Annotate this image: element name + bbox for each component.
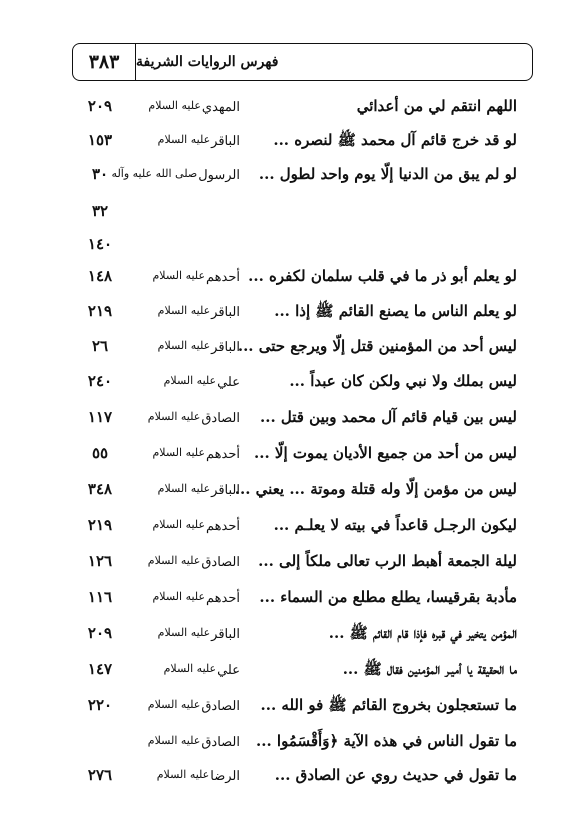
narration-text: ما تقول الناس في هذه الآية ﴿وَأَقْسَمُوا ...: [256, 732, 517, 750]
honorific-seal: عليه السلام: [156, 768, 210, 781]
narrator-name: [147, 692, 240, 720]
index-entry: [0, 127, 575, 153]
page-reference: ١٢٦: [87, 552, 113, 570]
narrator-name: [150, 656, 240, 684]
narration-text: لو يعلم الناس ما يصنع القائم ﷺ إذا ...: [274, 302, 517, 320]
page-reference: ٢٠٩: [87, 97, 113, 115]
narrator-name: [150, 127, 240, 155]
narrator-name: [150, 620, 240, 648]
narration-text: ليس من مؤمن إلّا وله قتلة وموتة ... يعني ...: [234, 480, 517, 498]
honorific-seal: عليه السلام: [157, 304, 211, 317]
index-entry: [0, 692, 575, 718]
narration-text: ليس بين قيام قائم آل محمد وبين قتل ...: [260, 408, 517, 426]
page-reference: ١١٦: [87, 588, 113, 606]
narration-text: لو لم يبق من الدنيا إلّا يوم واحد لطول ...: [258, 165, 517, 183]
index-entry: [0, 404, 575, 430]
narrator-name: [150, 476, 240, 504]
page-reference: ٢٤٠: [87, 372, 113, 390]
narrator-name: [147, 548, 240, 576]
index-entry: [0, 231, 575, 257]
narrator-label: الرسول: [198, 168, 240, 183]
index-entry: [0, 263, 575, 289]
narrator-label: أحدهم: [206, 519, 240, 534]
page-reference: ٢١٩: [87, 516, 113, 534]
index-entry: [0, 333, 575, 359]
narration-text: مأدبة بقرقيسا، يطلع مطلع من السماء ...: [259, 588, 517, 606]
narrator-label: الباقر: [211, 627, 240, 642]
page-number: ٣٨٣: [73, 44, 136, 80]
narration-text: ليلة الجمعة أهبط الرب تعالى ملكاً إلى ...: [258, 552, 517, 570]
honorific-seal: عليه السلام: [163, 662, 217, 675]
page-title: فهرس الروايات الشريفة: [136, 54, 279, 70]
page-reference: ١٤٠: [87, 235, 113, 253]
narrator-name: [150, 440, 240, 468]
narrator-label: الصادق: [201, 411, 240, 426]
narrator-label: الباقر: [211, 305, 240, 320]
narrator-label: الصادق: [201, 735, 240, 750]
index-entry: [0, 93, 575, 119]
page-reference: ٥٥: [91, 444, 109, 462]
narration-text: اللهم انتقم لي من أعدائي: [356, 97, 517, 115]
honorific-seal: عليه السلام: [157, 626, 211, 639]
index-entry: [0, 584, 575, 610]
index-entry: [0, 762, 575, 788]
page-reference: ١١٧: [87, 408, 113, 426]
page-reference: ٣٢: [91, 202, 109, 220]
page-reference: ١٤٨: [87, 267, 113, 285]
narrator-label: أحدهم: [206, 591, 240, 606]
narration-text: لو قد خرج قائم آل محمد ﷺ لنصره ...: [273, 131, 517, 149]
narration-text: ليس من أحد من جميع الأديان يموت إلّا ...: [254, 444, 517, 462]
narrator-name: [150, 762, 240, 790]
narration-text: ما تستعجلون بخروج القائم ﷺ فو الله ...: [260, 696, 517, 714]
page-reference: ٢٢٠: [87, 696, 113, 714]
narrator-name: [150, 512, 240, 540]
honorific-seal: عليه السلام: [152, 269, 206, 282]
index-entry: [0, 548, 575, 574]
honorific-seal: عليه السلام: [163, 374, 217, 387]
narrator-label: أحدهم: [206, 447, 240, 462]
narrator-name: [150, 198, 240, 224]
honorific-seal: عليه السلام: [147, 554, 201, 567]
honorific-seal: عليه السلام: [148, 99, 201, 112]
narrator-label: الرضا: [210, 769, 240, 784]
narrator-name: [111, 161, 240, 189]
honorific-seal: عليه السلام: [152, 446, 206, 459]
page-reference: ٢٧٦: [87, 766, 113, 784]
narrator-name: [150, 263, 240, 291]
narration-text: ليس أحد من المؤمنين قتل إلّا ويرجع حتى ...: [237, 337, 517, 355]
narrator-label: الباقر: [211, 340, 240, 355]
honorific-seal: عليه السلام: [157, 133, 211, 146]
index-entry: [0, 298, 575, 324]
narration-text: ليس بملك ولا نبي ولكن كان عبداً ...: [289, 372, 517, 390]
honorific-seal: عليه السلام: [152, 518, 206, 531]
narration-text: ليكون الرجـل قاعداً في بيته لا يعلـم ...: [273, 516, 517, 534]
narrator-name: [150, 298, 240, 326]
narrator-name: [150, 231, 240, 257]
page-reference: ١٥٣: [87, 131, 113, 149]
narration-text: المؤمن يتخير في قبره فإذا قام القائم ﷺ ...: [328, 624, 517, 642]
index-entry: [0, 620, 575, 646]
index-entry: [0, 161, 575, 187]
narration-text: لو يعلم أبو ذر ما في قلب سلمان لكفره ...: [248, 267, 517, 285]
index-entry: [0, 512, 575, 538]
index-entry: [0, 440, 575, 466]
honorific-seal: عليه السلام: [147, 410, 201, 423]
page-reference: ٢١٩: [87, 302, 113, 320]
narrator-name: [150, 368, 240, 396]
page-reference: ٢٠٩: [87, 624, 113, 642]
narrator-name: [147, 728, 240, 756]
honorific-seal: عليه السلام: [157, 339, 211, 352]
page-reference: ٣٤٨: [87, 480, 113, 498]
page-header: [72, 43, 533, 81]
page-reference: ١٤٧: [87, 660, 113, 678]
narrator-name: [150, 584, 240, 612]
narration-text: ما الحقيقة يا أميـر المؤمنين فقال ﷺ ...: [342, 660, 517, 678]
narrator-label: أحدهم: [206, 270, 240, 285]
narrator-label: الباقر: [211, 134, 240, 149]
narrator-label: علي: [217, 375, 240, 390]
narrator-label: الباقر: [211, 483, 240, 498]
honorific-seal: عليه السلام: [147, 698, 201, 711]
page-reference: ٢٦: [91, 337, 109, 355]
narrator-label: علي: [217, 663, 240, 678]
narrator-label: الصادق: [201, 555, 240, 570]
narrator-label: الصادق: [201, 699, 240, 714]
honorific-seal: صلى الله عليه وآله: [111, 167, 198, 180]
narration-text: ما تقول في حديث روي عن الصادق ...: [274, 766, 517, 784]
narrator-name: [150, 93, 240, 121]
index-entry: [0, 198, 575, 224]
page-reference: ٣٠: [91, 165, 109, 183]
index-entry: [0, 656, 575, 682]
honorific-seal: عليه السلام: [157, 482, 211, 495]
narrator-name: [150, 333, 240, 361]
narrator-name: [147, 404, 240, 432]
narrator-label: المهدي: [201, 100, 240, 115]
index-entry: [0, 476, 575, 502]
index-entry: [0, 728, 575, 754]
index-entry: [0, 368, 575, 394]
honorific-seal: عليه السلام: [152, 590, 206, 603]
honorific-seal: عليه السلام: [147, 734, 201, 747]
